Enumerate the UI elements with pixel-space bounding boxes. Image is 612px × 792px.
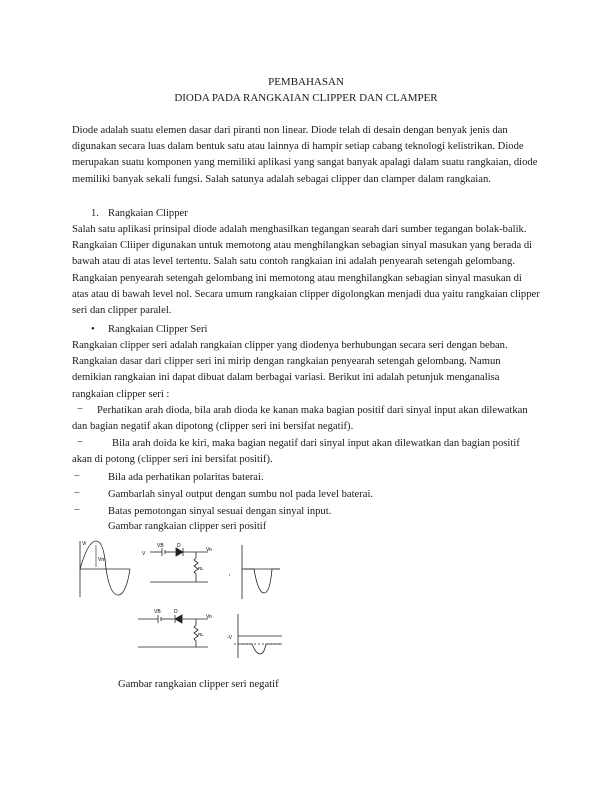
clipped-wave (240, 644, 282, 654)
diode-symbol (176, 548, 183, 556)
dash-marker: − (77, 437, 83, 448)
vb-label: VB (154, 609, 161, 615)
input-waveform-figure (74, 537, 132, 599)
clipper-negative-circuit (134, 605, 220, 653)
dash-item-4: Gambarlah sinyal output dengan sumbu nol pada level baterai. (108, 489, 374, 500)
diode-symbol (175, 615, 182, 623)
caption-positive: Gambar rangkaian clipper seri positif (108, 521, 267, 532)
dash-item-3: Bila ada perhatikan polaritas baterai. (108, 472, 264, 483)
section1-paragraph: Salah satu aplikasi prinsipal diode adalah menghasilkan tegangan searah dari sumber tegangan bolak-balik. Rangkaian Cliiper digunakan untuk memotong atau menghilangkan sebagian sinyal masukan yang berada di bawah atau di atas level tertentu. Salah satu contoh rangkaian ini adalah penyearah setengah gelombang. Rangkaian penyearah setengah gelombang ini memotong atau menghilangkan sebagian sinyal masukan di atas atau di bawah level nol. Secara umum rangkaian clipper digolongkan menjadi dua yaitu rangkaian clipper seri dan clipper paralel. (72, 224, 540, 317)
caption-negative: Gambar rangkaian clipper seri negatif (118, 679, 279, 690)
v-label: V (142, 551, 146, 557)
section2-heading: Rangkaian Clipper Seri (108, 324, 208, 335)
vi-label: Vi (82, 541, 87, 547)
dash-marker: − (74, 488, 80, 499)
output-waveform-positive (236, 543, 282, 601)
section1-number: 1. (91, 208, 99, 219)
dash-marker: − (77, 404, 83, 415)
rl-label: RL (198, 632, 204, 637)
sine-wave (80, 541, 130, 595)
vo-label: Vo (206, 614, 212, 620)
intro-paragraph: Diode adalah suatu elemen dasar dari piranti non linear. Diode telah di desain dengan benyak jenis dan digunakan secara luas dalam bentuk satu atau lainnya di hampir setiap cabang teknologi kelistrikan. Diode merupakan suatu komponen yang memiliki aplikasi yang sangat banyak apalagi dalam suatu rangkaian, diode memiliki banyak sekali fungsi. Salah satunya adalah sebagai clipper dan clamper dalam rangkaian. (72, 125, 538, 185)
output-waveform-negative (226, 612, 286, 660)
dash-marker: − (74, 505, 80, 516)
vo-label: Vo (206, 547, 212, 553)
clipped-wave (244, 569, 280, 593)
d-label: D (174, 609, 178, 615)
vb-label: VB (157, 543, 164, 549)
figure-dot: · (228, 570, 231, 580)
section2-bullet: • (91, 324, 95, 335)
rl-label: RL (198, 566, 204, 571)
minus-v-label: -V (227, 635, 232, 641)
dash-item-5: Batas pemotongan sinyal sesuai dengan sinyal input. (108, 506, 332, 517)
dash-marker: − (74, 471, 80, 482)
section1-heading: Rangkaian Clipper (108, 208, 188, 219)
clipper-positive-circuit (140, 542, 220, 590)
dash-item-1: Perhatikan arah dioda, bila arah dioda ke kanan maka bagian positif dari sinyal input akan dilewatkan dan bagian negatif akan dipotong (clipper seri ini bersifat negatif). (72, 405, 528, 432)
dash-item-2: Bila arah doida ke kiri, maka bagian negatif dari sinyal input akan dilewatkan dan bagian positif akan di potong (clipper seri ini bersifat positif). (72, 438, 520, 465)
vm-label: Vm (98, 557, 106, 563)
d-label: D (177, 543, 181, 549)
page-title: PEMBAHASAN (268, 76, 344, 88)
section2-paragraph: Rangkaian clipper seri adalah rangkaian clipper yang diodenya berhubungan secara seri dengan beban. Rangkaian dasar dari clipper seri ini mirip dengan rangkaian penyearah setengah gelombang. Namun demikian rangkaian ini dapat dibuat dalam berbagai variasi. Berikut ini adalah petunjuk menganalisa rangkaian clipper seri : (72, 340, 508, 400)
page-subtitle: DIODA PADA RANGKAIAN CLIPPER DAN CLAMPER (174, 92, 438, 104)
